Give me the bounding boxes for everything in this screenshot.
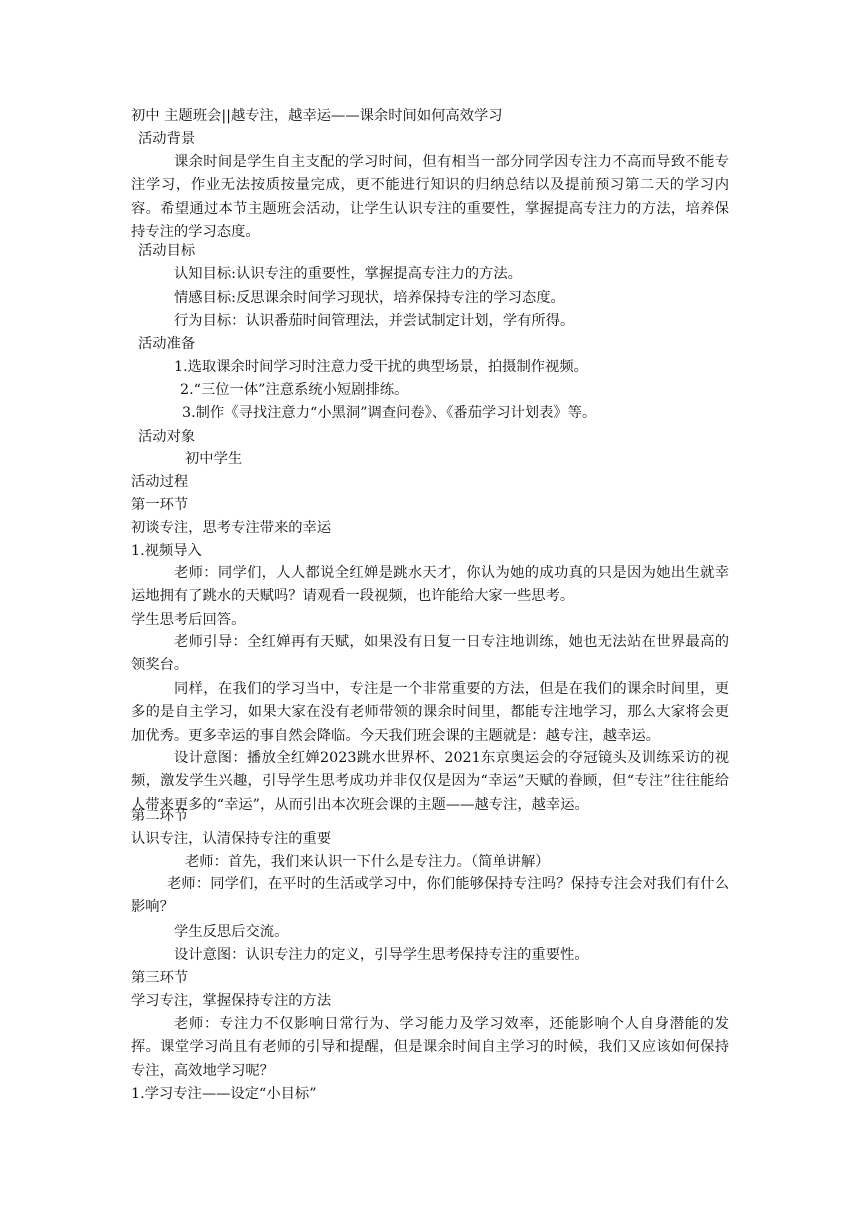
stage-2-design-intent: 设计意图：认识专注力的定义，引导学生思考保持专注的重要性。 <box>174 947 589 963</box>
section-heading-audience: 活动对象 <box>138 429 196 445</box>
stage-2-label: 第二环节 <box>131 808 189 824</box>
preparation-item-2: 2.“三位一体”注意系统小短剧排练。 <box>180 382 409 398</box>
section-heading-preparation: 活动准备 <box>138 336 196 352</box>
stage-2-paragraph-3: 学生反思后交流。 <box>174 924 289 940</box>
paragraph-background: 课余时间是学生自主支配的学习时间，但有相当一部分同学因专注力不高而导致不能专注学习，作业无法按质按量完成，更不能进行知识的归纳总结以及提前预习第二天的学习内容。希望通过本节主题班会活动，让学生认识专注的重要性，掌握提高专注力的方法，培养保持专注的学习态度。 <box>131 154 729 240</box>
section-heading-process: 活动过程 <box>131 474 189 490</box>
stage-1-paragraph-1: 老师：同学们，人人都说全红婵是跳水天才，你认为她的成功真的只是因为她出生就幸运地拥有了跳水的天赋吗？请观看一段视频，也许能给大家一些思考。 <box>131 565 729 605</box>
preparation-item-1: 1.选取课余时间学习时注意力受干扰的典型场景，拍摄制作视频。 <box>174 359 588 375</box>
audience-text: 初中学生 <box>185 451 243 467</box>
stage-3-paragraph-1: 老师：专注力不仅影响日常行为、学习能力及学习效率，还能影响个人自身潜能的发挥。课堂学习尚且有老师的引导和提醒，但是课余时间自主学习的时候，我们又应该如何保持专注，高效地学习呢？ <box>131 1016 729 1079</box>
stage-1-design-intent: 设计意图：播放全红婵2023跳水世界杯、2021东京奥运会的夺冠镜头及训练采访的视频，激发学生兴趣，引导学生思考成功并非仅仅是因为“幸运”天赋的眷顾，但“专注”往往能给人带来更多的“幸运”，从而引出本次班会课的主题——越专注，越幸运。 <box>131 750 729 813</box>
goal-cognitive: 认知目标:认识专注的重要性，掌握提高专注力的方法。 <box>174 266 522 282</box>
stage-1-paragraph-4: 同样，在我们的学习当中，专注是一个非常重要的方法，但是在我们的课余时间里，更多的是自主学习，如果大家在没有老师带领的课余时间里，都能专注地学习，那么大家将会更加优秀。更多幸运的事自然会降临。今天我们班会课的主题就是：越专注，越幸运。 <box>131 681 729 744</box>
document-title: 初中 主题班会||越专注，越幸运——课余时间如何高效学习 <box>131 108 503 124</box>
stage-3-label: 第三环节 <box>131 970 189 986</box>
stage-2-paragraph-1: 老师：首先，我们来认识一下什么是专注力。（简单讲解） <box>185 854 550 870</box>
stage-1-subheading: 1.视频导入 <box>131 543 202 559</box>
stage-2-paragraph-2: 老师：同学们，在平时的生活或学习中，你们能够保持专注吗？保持专注会对我们有什么影响？ <box>131 876 729 916</box>
stage-1-title: 初谈专注，思考专注带来的幸运 <box>131 520 332 536</box>
preparation-item-3: 3.制作《寻找注意力“小黑洞”调查问卷》、《番茄学习计划表》等。 <box>182 405 597 421</box>
stage-1-paragraph-3: 老师引导：全红婵再有天赋，如果没有日复一日专注地训练，她也无法站在世界最高的领奖台。 <box>131 634 729 674</box>
goal-emotional: 情感目标:反思课余时间学习现状，培养保持专注的学习态度。 <box>174 290 565 306</box>
stage-1-paragraph-2: 学生思考后回答。 <box>131 612 246 628</box>
goal-behavior: 行为目标：认识番茄时间管理法，并尝试制定计划，学有所得。 <box>174 313 575 329</box>
stage-1-label: 第一环节 <box>131 497 189 513</box>
stage-2-title: 认识专注，认清保持专注的重要 <box>131 831 332 847</box>
section-heading-goals: 活动目标 <box>138 243 196 259</box>
stage-3-title: 学习专注，掌握保持专注的方法 <box>131 993 332 1009</box>
section-heading-background: 活动背景 <box>138 131 196 147</box>
stage-3-subheading: 1.学习专注——设定“小目标” <box>131 1086 317 1102</box>
